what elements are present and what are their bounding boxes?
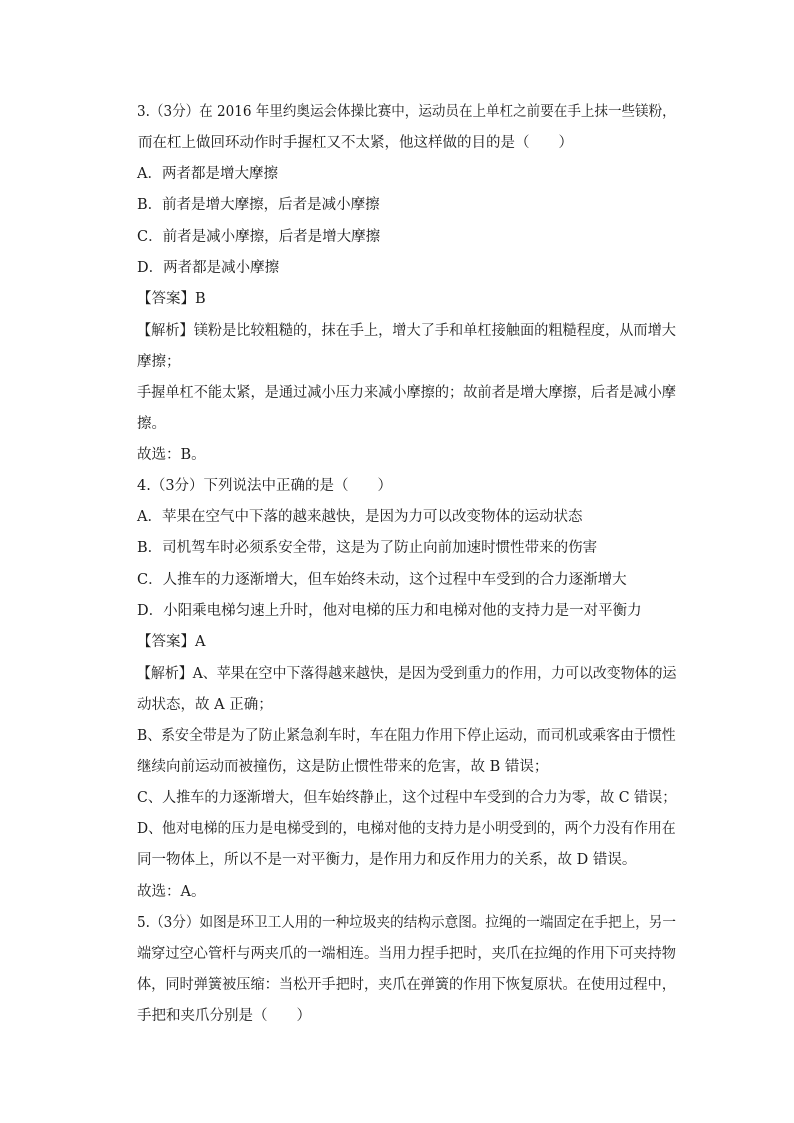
- question-4-analysis-line-6: D、他对电梯的压力是电梯受到的，电梯对他的支持力是小明受到的，两个力没有作用在: [137, 821, 676, 837]
- question-3-analysis-line-2: 摩擦；: [137, 354, 181, 370]
- question-4-analysis-line-5: C、人推车的力逐渐增大，但车始终静止，这个过程中车受到的合力为零，故 C 错误；: [137, 790, 677, 806]
- question-4-option-d: D．小阳乘电梯匀速上升时，他对电梯的压力和电梯对他的支持力是一对平衡力: [137, 603, 642, 619]
- question-3-option-a: A．两者都是增大摩擦: [137, 166, 278, 182]
- question-4-analysis-line-2: 动状态，故 A 正确；: [137, 697, 273, 713]
- question-3-analysis-line-3: 手握单杠不能太紧，是通过减小压力来减小摩擦的；故前者是增大摩擦，后者是减小摩: [137, 385, 676, 401]
- question-4-answer: 【答案】A: [137, 634, 206, 650]
- question-4-option-b: B．司机驾车时必须系安全带，这是为了防止向前加速时惯性带来的伤害: [137, 540, 598, 556]
- question-4-analysis-line-1: 【解析】A、苹果在空中下落得越来越快，是因为受到重力的作用，力可以改变物体的运: [137, 666, 677, 682]
- question-3-option-d: D．两者都是减小摩擦: [137, 260, 280, 276]
- question-5-stem-line-4: 手把和夹爪分别是（ ）: [137, 1008, 311, 1024]
- question-3-stem-line-1: 3.（3分）在 2016 年里约奥运会体操比赛中，运动员在上单杠之前要在手上抹一些镁粉，: [137, 104, 676, 120]
- question-4-stem: 4.（3分）下列说法中正确的是（ ）: [137, 478, 393, 494]
- question-3-stem-line-2: 而在杠上做回环动作时手握杠又不太紧，他这样做的目的是（ ）: [138, 135, 573, 151]
- question-4-analysis-line-3: B、系安全带是为了防止紧急刹车时，车在阻力作用下停止运动，而司机或乘客由于惯性: [137, 728, 676, 744]
- question-3-analysis-line-1: 【解析】镁粉是比较粗糙的，抹在手上，增大了手和单杠接触面的粗糙程度，从而增大: [137, 323, 676, 339]
- question-4-option-c: C．人推车的力逐渐增大，但车始终未动，这个过程中车受到的合力逐渐增大: [137, 572, 627, 588]
- question-4-analysis-line-7: 同一物体上，所以不是一对平衡力，是作用力和反作用力的关系，故 D 错误。: [137, 852, 637, 868]
- question-4-choice: 故选：A。: [137, 884, 206, 900]
- question-5-stem-line-3: 体，同时弹簧被压缩：当松开手把时，夹爪在弹簧的作用下恢复原状。在使用过程中，: [137, 977, 676, 993]
- question-4-option-a: A．苹果在空气中下落的越来越快，是因为力可以改变物体的运动状态: [137, 509, 583, 525]
- question-3-choice: 故选：B。: [137, 447, 206, 463]
- question-3-answer: 【答案】B: [137, 291, 206, 307]
- question-3-option-c: C．前者是减小摩擦，后者是增大摩擦: [137, 229, 381, 245]
- question-3-analysis-line-4: 擦。: [137, 416, 166, 432]
- question-5-stem-line-2: 端穿过空心管杆与两夹爪的一端相连。当用力捏手把时，夹爪在拉绳的作用下可夹持物: [137, 946, 676, 962]
- question-4-analysis-line-4: 继续向前运动而被撞伤，这是防止惯性带来的危害，故 B 错误；: [137, 759, 549, 775]
- question-5-stem-line-1: 5.（3分）如图是环卫工人用的一种垃圾夹的结构示意图。拉绳的一端固定在手把上，另一: [137, 915, 677, 931]
- question-3-option-b: B．前者是增大摩擦，后者是减小摩擦: [137, 197, 380, 213]
